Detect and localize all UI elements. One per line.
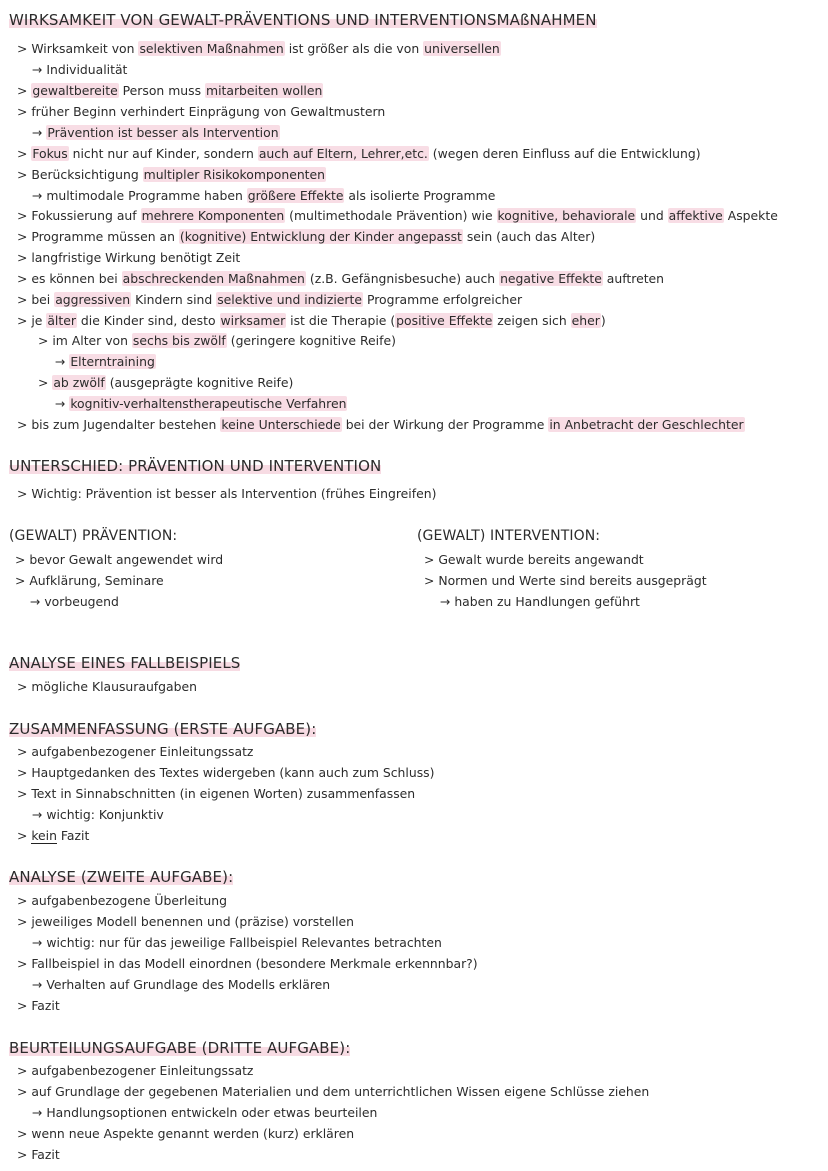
intervention-line-1: > Gewalt wurde bereits angewandt [424,552,644,567]
plain-text: > Berücksichtigung [17,167,143,182]
plain-text: > [17,83,32,98]
highlighted-text: gewaltbereite [32,83,118,98]
plain-text: → [55,354,70,369]
plain-text: → Individualität [32,62,128,77]
zusammenfassung-line-1: > aufgabenbezogener Einleitungssatz [17,744,254,759]
intervention-title: (GEWALT) INTERVENTION: [417,528,601,544]
plain-text: (multimethodale Prävention) wie [285,208,497,223]
plain-text: ist die Therapie ( [286,313,396,328]
praevention-line-3: → vorbeugend [30,594,119,609]
section-title-zusammenfassung: ZUSAMMENFASSUNG (ERSTE AUFGABE): [9,720,317,738]
section-title-analyse-zweite: ANALYSE (ZWEITE AUFGABE): [9,868,234,886]
highlighted-text: auch auf Eltern, Lehrer,etc. [258,146,428,161]
highlighted-text: mitarbeiten wollen [206,83,323,98]
highlighted-text: selektiven Maßnahmen [139,41,284,56]
highlighted-text: kognitive, behaviorale [497,208,636,223]
plain-text: > Programme müssen an [17,229,179,244]
intervention-line-3: → haben zu Handlungen geführt [440,594,640,609]
wirksamkeit-line-7 [17,167,326,183]
zusammenfassung-line-2: > Hauptgedanken des Textes widergeben (kann auch zum Schluss) [17,765,435,780]
analyse-line-5: → Verhalten auf Grundlage des Modells erklären [32,977,331,992]
wirksamkeit-line-6 [17,146,701,162]
highlighted-text: mehrere Komponenten [141,208,285,223]
plain-text: (geringere kognitive Reife) [226,333,396,348]
plain-text: > bei [17,292,55,307]
highlighted-text: Prävention ist besser als Intervention [47,125,279,140]
plain-text: (z.B. Gefängnisbesuche) auch [305,271,500,286]
plain-text: sein (auch das Alter) [462,229,596,244]
wirksamkeit-line-16 [55,354,156,370]
plain-text: die Kinder sind, desto [76,313,220,328]
highlighted-text: negative Effekte [500,271,602,286]
wirksamkeit-line-14 [17,313,606,329]
plain-text: → [32,125,47,140]
plain-text: > bis zum Jugendalter bestehen [17,417,221,432]
plain-text: als isolierte Programme [344,188,496,203]
highlighted-text: selektive und indizierte [217,292,362,307]
highlighted-text: in Anbetracht der Geschlechter [549,417,744,432]
wirksamkeit-line-15 [38,333,396,349]
analyse-line-2: > jeweiliges Modell benennen und (präzise) vorstellen [17,914,355,929]
highlighted-text: multipler Risikokomponenten [143,167,326,182]
wirksamkeit-line-10 [17,229,595,245]
praevention-line-1: > bevor Gewalt angewendet wird [15,552,224,567]
highlighted-text: ab zwölf [53,375,105,390]
wirksamkeit-line-2 [32,62,127,78]
highlighted-text: größere Effekte [247,188,344,203]
plain-text: > [17,146,32,161]
zusammenfassung-line-3: > Text in Sinnabschnitten (in eigenen Worten) zusammenfassen [17,786,416,801]
plain-text: > je [17,313,47,328]
plain-text: Person muss [118,83,205,98]
unterschied-note: > Wichtig: Prävention ist besser als Intervention (frühes Eingreifen) [17,486,437,501]
plain-text: Programme erfolgreicher [363,292,523,307]
wirksamkeit-line-1 [17,41,501,57]
beurteilung-line-5: > Fazit [17,1147,60,1162]
analyse-fallbeispiel-line: > mögliche Klausuraufgaben [17,679,197,694]
praevention-title: (GEWALT) PRÄVENTION: [9,528,178,544]
wirksamkeit-line-17 [38,375,293,391]
wirksamkeit-line-3 [17,83,323,99]
wirksamkeit-line-9 [17,208,778,224]
zusammenfassung-line-5: > kein Fazit [17,828,90,843]
highlighted-text: universellen [424,41,500,56]
beurteilung-line-3: → Handlungsoptionen entwickeln oder etwas beurteilen [32,1105,378,1120]
plain-text: zeigen sich [493,313,571,328]
highlighted-text: affektive [668,208,723,223]
analyse-line-4: > Fallbeispiel in das Modell einordnen (besondere Merkmale erkennnbar?) [17,956,478,971]
highlighted-text: keine Unterschiede [221,417,341,432]
praevention-line-2: > Aufklärung, Seminare [15,573,164,588]
plain-text: > langfristige Wirkung benötigt Zeit [17,250,241,265]
plain-text: > Fokussierung auf [17,208,141,223]
plain-text: (wegen deren Einfluss auf die Entwicklung) [428,146,701,161]
beurteilung-line-1: > aufgabenbezogener Einleitungssatz [17,1063,254,1078]
beurteilung-line-4: > wenn neue Aspekte genannt werden (kurz) erklären [17,1126,355,1141]
wirksamkeit-line-12 [17,271,664,287]
zusammenfassung-line-4: → wichtig: Konjunktiv [32,807,164,822]
plain-text: nicht nur auf Kinder, sondern [68,146,258,161]
plain-text: auftreten [602,271,665,286]
intervention-line-2: > Normen und Werte sind bereits ausgeprägt [424,573,707,588]
section-title-wirksamkeit: WIRKSAMKEIT VON GEWALT-PRÄVENTIONS UND INTERVENTIONSMAßNAHMEN [9,11,597,29]
plain-text: > [38,375,53,390]
plain-text: > Wirksamkeit von [17,41,139,56]
wirksamkeit-line-18 [55,396,347,412]
plain-text: → multimodale Programme haben [32,188,247,203]
section-title-analyse-fallbeispiel: ANALYSE EINES FALLBEISPIELS [9,654,241,672]
plain-text: > im Alter von [38,333,132,348]
section-title-beurteilung: BEURTEILUNGSAUFGABE (DRITTE AUFGABE): [9,1039,351,1057]
highlighted-text: wirksamer [220,313,286,328]
plain-text: ) [600,313,606,328]
section-title-unterschied: UNTERSCHIED: PRÄVENTION UND INTERVENTION [9,457,382,475]
wirksamkeit-line-4 [17,104,385,120]
wirksamkeit-line-13 [17,292,522,308]
analyse-line-1: > aufgabenbezogene Überleitung [17,893,227,908]
highlighted-text: aggressiven [55,292,131,307]
beurteilung-line-2: > auf Grundlage der gegebenen Materialien und dem unterrichtlichen Wissen eigene Schlüsse ziehen [17,1084,650,1099]
analyse-line-6: > Fazit [17,998,60,1013]
highlighted-text: Fokus [32,146,68,161]
highlighted-text: positive Effekte [396,313,493,328]
plain-text: Kindern sind [131,292,217,307]
wirksamkeit-line-5 [32,125,280,141]
plain-text: → [55,396,70,411]
highlighted-text: kognitiv-verhaltenstherapeutische Verfahren [70,396,347,411]
highlighted-text: sechs bis zwölf [132,333,226,348]
highlighted-text: (kognitive) Entwicklung der Kinder angepasst [179,229,462,244]
analyse-line-3: → wichtig: nur für das jeweilige Fallbeispiel Relevantes betrachten [32,935,442,950]
wirksamkeit-line-19 [17,417,745,433]
plain-text: ist größer als die von [284,41,424,56]
plain-text: bei der Wirkung der Programme [341,417,549,432]
highlighted-text: eher [571,313,600,328]
highlighted-text: Elterntraining [70,354,155,369]
plain-text: Aspekte [723,208,778,223]
wirksamkeit-line-11 [17,250,240,266]
plain-text: und [636,208,668,223]
kein-underlined: kein [31,828,57,843]
plain-text: (ausgeprägte kognitive Reife) [105,375,294,390]
highlighted-text: abschreckenden Maßnahmen [122,271,305,286]
plain-text: > früher Beginn verhindert Einprägung von Gewaltmustern [17,104,386,119]
wirksamkeit-line-8 [32,188,495,204]
plain-text: > es können bei [17,271,122,286]
highlighted-text: älter [47,313,76,328]
